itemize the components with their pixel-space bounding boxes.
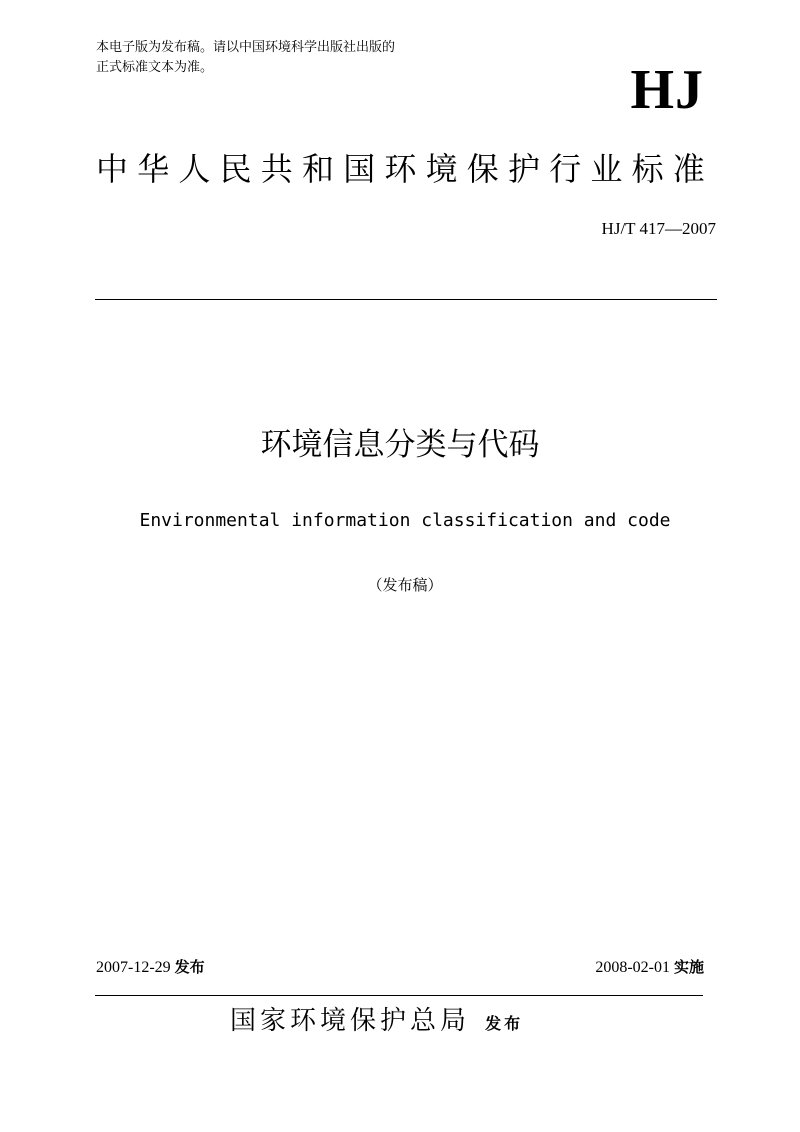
draft-label: （发布稿）: [367, 576, 443, 594]
implementation-date-line: [595, 956, 704, 979]
top-divider: [95, 299, 717, 300]
standard-number: HJ/T 417—2007: [601, 219, 716, 238]
notice-line-2: 正式标准文本为准。: [96, 60, 214, 75]
issue-date-line: [96, 956, 205, 979]
document-title: 环境信息分类与代码: [260, 427, 540, 463]
hj-logo: HJ: [630, 59, 704, 121]
implementation-label: 实施: [673, 958, 704, 976]
implementation-date: 2008-02-01: [595, 959, 670, 976]
issue-label: 发布: [174, 958, 205, 976]
standard-title: 中华人民共和国环境保护行业标准: [96, 150, 715, 188]
publisher-name: 国家环境保护总局: [230, 1006, 471, 1036]
issue-date: 2007-12-29: [96, 959, 171, 976]
document-title-english: Environmental information classification and code: [139, 510, 671, 531]
notice-line-1: 本电子版为发布稿。请以中国环境科学出版社出版的: [96, 40, 396, 55]
bottom-divider: [95, 995, 703, 996]
publisher-suffix: 发布: [485, 1014, 524, 1033]
publisher-line: [230, 1002, 523, 1043]
publication-notice: [96, 38, 536, 78]
